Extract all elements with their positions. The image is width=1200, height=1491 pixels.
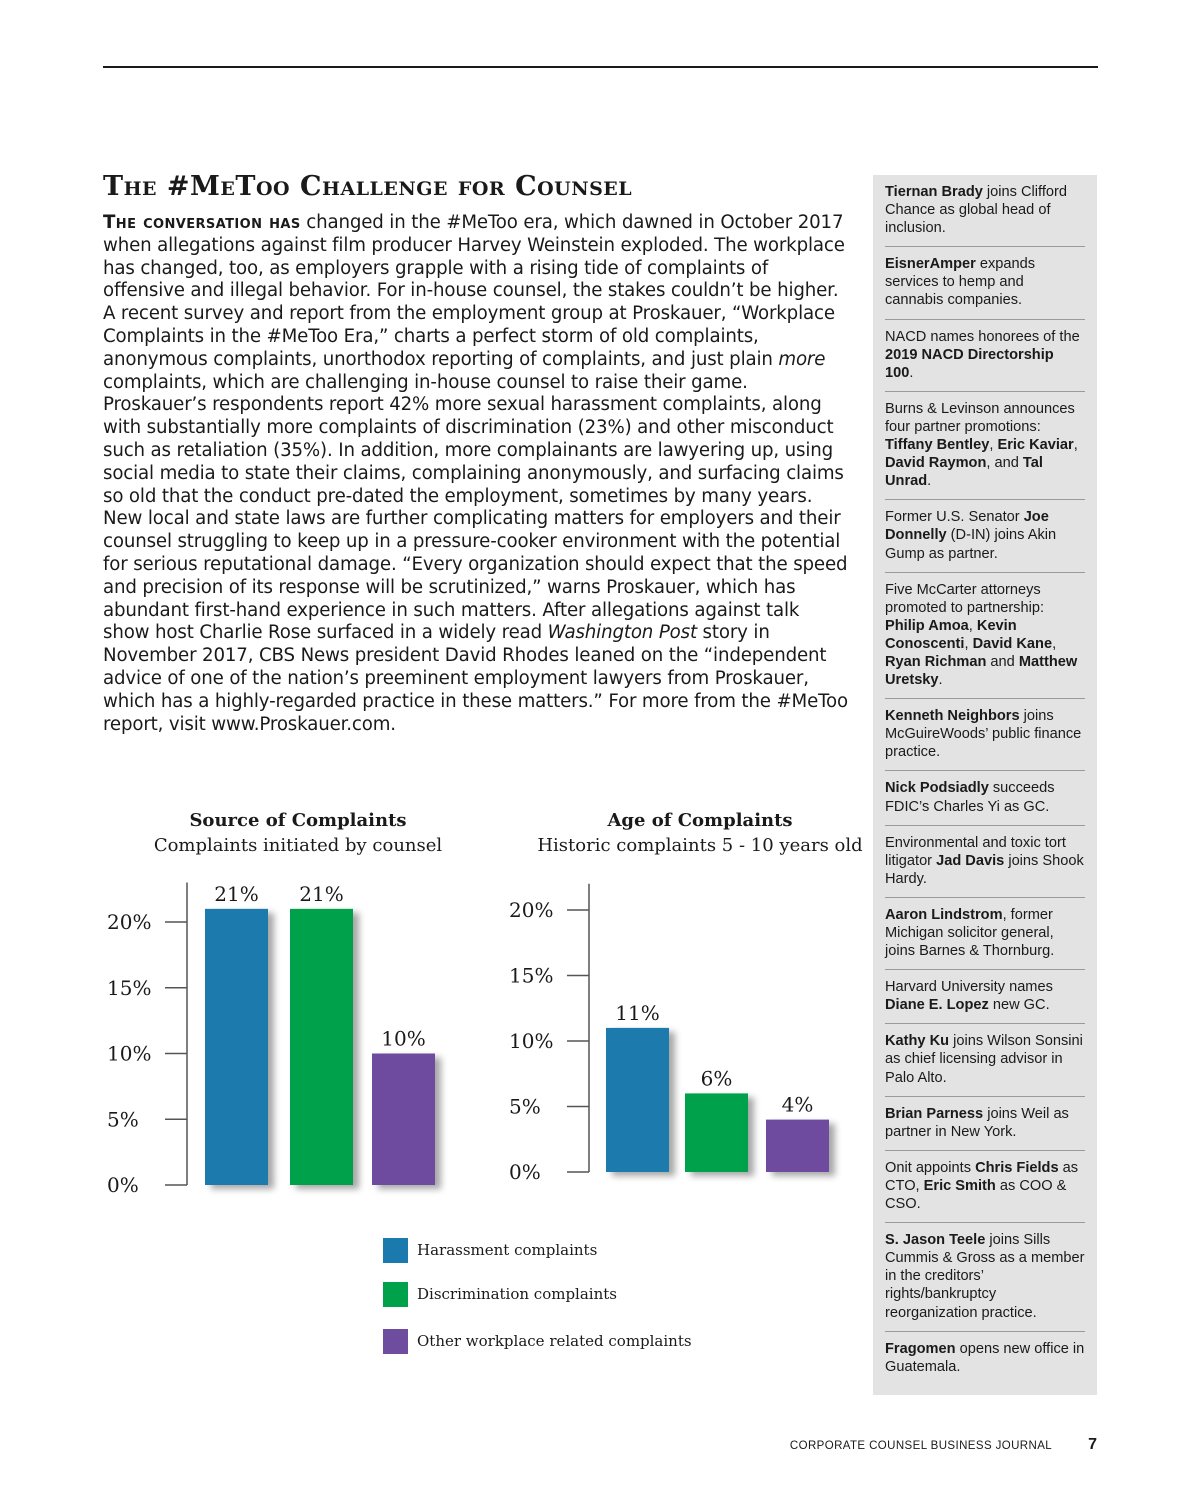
news-item-text: Onit appoints (885, 1159, 976, 1176)
news-sidebar (873, 175, 1097, 1395)
news-item-text: . (909, 364, 914, 381)
page-number: 7 (1088, 1436, 1097, 1453)
bar-age-1 (685, 1093, 748, 1172)
news-item-text: expands services to hemp and cannabis companies. (885, 256, 1036, 309)
chart-subtitle: Historic complaints 5 - 10 years old (537, 835, 863, 856)
news-item-text: and (986, 653, 1019, 670)
news-item-highlight: Joe Donnelly (885, 509, 1049, 544)
y-tick-label: 10% (107, 1041, 152, 1066)
news-item-text: joins Wilson Sonsini as chief licensing advisor in Palo Alto. (885, 1033, 1083, 1086)
news-item-highlight: Matthew Uretsky (885, 653, 1078, 689)
news-item (885, 707, 1085, 771)
y-tick-label: 0% (509, 1160, 541, 1184)
age-of-complaints-chart (505, 810, 895, 1210)
news-item (885, 1231, 1085, 1331)
chart-title: Age of Complaints (607, 810, 793, 831)
news-item-highlight: Kenneth Neighbors (885, 708, 1020, 725)
news-item-text: (D-IN) joins Akin Gump as partner. (885, 527, 1057, 562)
article-text-1: changed in the #MeToo era, which dawned in October 2017 when allegations against film producer Harvey Weinstein exploded. The workplace has changed, too, as employers grapple with a rising tide of complaints of offensive and illegal behavior. For in-house counsel, the stakes couldn’t be higher. A recent survey and report from the employment group at Proskauer, “Workplace Complaints in the #MeToo Era,” charts a perfect storm of old complaints, anonymous complaints, unorthodox reporting of complaints, and just plain (103, 212, 845, 370)
news-item-highlight: 2019 NACD Directorship 100 (885, 346, 1054, 381)
bar-source-0 (205, 909, 268, 1185)
legend-label: Other workplace related complaints (417, 1332, 692, 1350)
news-item-highlight: David Raymon (885, 455, 987, 472)
news-item (885, 906, 1085, 970)
legend-swatch (383, 1238, 408, 1263)
news-item-text: . (927, 473, 932, 490)
news-item-text: joins Clifford Chance as global head of inclusion. (885, 184, 1067, 237)
bar-value-label: 21% (299, 881, 344, 906)
news-item-text: new GC. (988, 997, 1050, 1014)
bar-value-label: 4% (781, 1092, 814, 1117)
source-of-complaints-chart (103, 810, 493, 1210)
bar-value-label: 11% (615, 1000, 660, 1025)
news-item (885, 1032, 1085, 1096)
news-item-highlight: EisnerAmper (885, 256, 976, 273)
news-item-text: , (968, 617, 977, 634)
news-item (885, 779, 1085, 825)
news-item (885, 1340, 1085, 1385)
legend-swatch (383, 1282, 408, 1307)
news-item (885, 978, 1085, 1024)
news-item-text: , (989, 437, 998, 454)
chart-subtitle: Complaints initiated by counsel (153, 835, 443, 856)
article-emphasis-more: more (778, 348, 826, 370)
y-tick-label: 5% (107, 1107, 139, 1132)
news-item-text: Environmental and toxic tort litigator (885, 834, 1066, 869)
article-text-3: story in November 2017, CBS News president David Rhodes leaned on the “independent advice of one of the nation’s preeminent employment lawyers from Proskauer, which has a highly-regarded practice in these matters.” For more from the #MeToo report, visit www.Proskauer.com. (103, 622, 848, 735)
article (103, 170, 848, 736)
news-item-highlight: Diane E. Lopez (885, 997, 989, 1014)
chart-plot (103, 810, 493, 1210)
article-headline: The #MeToo Challenge for Counsel (103, 171, 633, 202)
news-item-text: , (964, 635, 973, 652)
y-tick-label: 15% (107, 975, 152, 1000)
news-item-highlight: David Kane (972, 635, 1053, 652)
news-item-text: joins Sills Cummis & Gross as a member in the creditors’ rights/bankruptcy reorganization practice. (885, 1232, 1085, 1321)
news-item-highlight: Fragomen (885, 1340, 956, 1357)
news-item-text: Burns & Levinson announces four partner promotions: (885, 400, 1075, 435)
legend-swatch (383, 1329, 408, 1354)
news-item-text: as COO & CSO. (885, 1177, 1067, 1213)
news-item-text: Former U.S. Senator (885, 509, 1024, 526)
article-emphasis-washington-post: Washington Post (547, 622, 697, 644)
news-item-highlight: Nick Podsiadly (885, 780, 989, 797)
news-item-highlight: Ryan Richman (885, 653, 987, 670)
y-tick-label: 20% (509, 898, 554, 922)
article-body (103, 212, 848, 736)
news-item (885, 400, 1085, 500)
top-rule (103, 66, 1098, 68)
news-item-highlight: Eric Kaviar (997, 437, 1074, 454)
y-tick-label: 15% (509, 963, 554, 988)
bar-value-label: 6% (700, 1066, 733, 1091)
y-tick-label: 0% (107, 1173, 139, 1197)
news-item-highlight: Chris Fields (975, 1159, 1059, 1176)
news-item-text: succeeds FDIC’s Charles Yi as GC. (885, 780, 1055, 815)
news-item-text: NACD names honorees of the (885, 328, 1080, 345)
news-item-highlight: Tal Unrad (885, 455, 1043, 490)
news-item-text: , (1052, 635, 1057, 652)
bar-age-2 (766, 1120, 829, 1172)
news-item (885, 834, 1085, 898)
news-item (885, 1159, 1085, 1223)
news-item-highlight: Kevin Conoscenti (885, 617, 1017, 652)
news-item-text: , former Michigan solicitor general, joins Barnes & Thornburg. (885, 906, 1055, 960)
news-item-highlight: Brian Parness (885, 1105, 984, 1122)
y-tick-label: 10% (509, 1029, 554, 1053)
news-item-text: joins Weil as partner in New York. (885, 1105, 1069, 1140)
y-tick-label: 5% (509, 1094, 541, 1119)
bar-source-2 (372, 1054, 435, 1186)
news-item-text: Harvard University names (885, 979, 1053, 996)
news-item-text: , and (986, 455, 1023, 472)
legend-label: Harassment complaints (417, 1241, 598, 1259)
news-item-highlight: Aaron Lindstrom (885, 906, 1003, 923)
y-tick-label: 20% (107, 910, 152, 934)
news-item-highlight: Eric Smith (923, 1177, 996, 1194)
news-item (885, 255, 1085, 319)
bar-value-label: 10% (381, 1026, 426, 1051)
news-item-highlight: Philip Amoa (885, 617, 969, 634)
news-item-highlight: Jad Davis (936, 852, 1005, 869)
article-text-2: complaints, which are challenging in-house counsel to raise their game. Proskauer’s respondents report 42% more sexual harassment complaints, along with substantially more complaints of discrimination (23%) and other misconduct such as retaliation (35%). In addition, more complainants are lawyering up, using social media to state their claims, complaining anonymously, and surfacing claims so old that the conduct pre-dated the employment, sometimes by many years. New local and state laws are further complicating matters for employers and their counsel struggling to keep up in a pressure-cooker environment with the potential for serious reputational damage. “Every organization should expect that the speed and precision of its response will be scrutinized,” warns Proskauer, which has abundant first-hand experience in such matters. After allegations against talk show host Charlie Rose surfaced in a widely read (103, 371, 848, 644)
chart-plot (505, 810, 895, 1210)
bar-value-label: 21% (214, 881, 259, 906)
footer-journal-name: CORPORATE COUNSEL BUSINESS JOURNAL (789, 1440, 1053, 1452)
news-item (885, 581, 1085, 700)
news-item-highlight: Tiernan Brady (885, 184, 983, 200)
chart-title: Source of Complaints (189, 810, 407, 831)
news-item (885, 1105, 1085, 1151)
news-item (885, 183, 1085, 247)
news-item-text: . (938, 672, 943, 689)
bar-age-0 (606, 1028, 669, 1172)
news-item-highlight: Kathy Ku (885, 1033, 950, 1050)
news-item-text: Five McCarter attorneys promoted to partnership: (885, 581, 1044, 616)
news-item-text: , (1073, 437, 1078, 454)
news-item-highlight: Tiffany Bentley (885, 437, 990, 454)
news-item (885, 508, 1085, 572)
article-lead-in: The conversation has (103, 212, 301, 233)
legend-label: Discrimination complaints (417, 1285, 617, 1303)
news-item-text: as CTO, (885, 1159, 1079, 1194)
news-item-highlight: S. Jason Teele (885, 1232, 986, 1249)
bar-source-1 (290, 909, 353, 1185)
news-item (885, 328, 1085, 392)
news-item-text: opens new office in Guatemala. (885, 1340, 1085, 1375)
news-item-text: joins McGuireWoods’ public finance practice. (885, 708, 1082, 761)
news-item-text: joins Shook Hardy. (885, 852, 1084, 887)
page-footer (790, 1436, 1097, 1454)
